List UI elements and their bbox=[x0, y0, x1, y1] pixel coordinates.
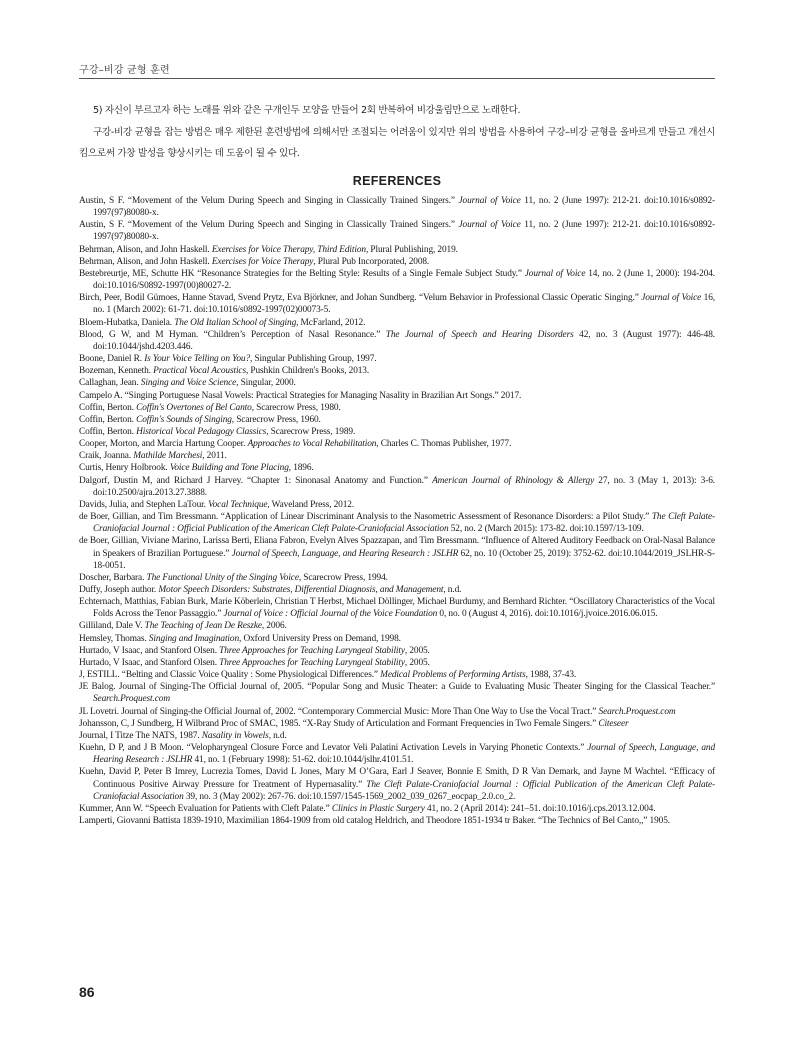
reference-text: JL Lovetri. Journal of Singing-the Official Journal of, 2002. “Contemporary Commercial Music: More Than One Way to Use the Vocal Tract.” bbox=[79, 706, 599, 717]
reference-text: Gilliland, Dale V. bbox=[79, 621, 145, 632]
reference-item bbox=[79, 268, 715, 292]
reference-text: Davids, Julia, and Stephen LaTour. bbox=[79, 499, 209, 510]
reference-text: Birch, Peer, Bodil Gümoes, Hanne Stavad, Svend Prytz, Eva Björkner, and Johan Sundberg. “Velum Behavior in Professional Classic Operatic Singing.” bbox=[79, 293, 642, 304]
reference-text: Doscher, Barbara. bbox=[79, 572, 147, 583]
reference-item bbox=[79, 572, 715, 584]
reference-source-title: Is Your Voice Telling on You? bbox=[144, 354, 251, 365]
reference-source-title: The Cleft Palate-Craniofacial Journal : Official Publication of the American Cleft Palate-Craniofacial Association bbox=[93, 779, 715, 802]
reference-source-title: The Old Italian School of Singing bbox=[174, 317, 297, 328]
reference-source-title: Three Approaches for Teaching Laryngeal Stability bbox=[219, 657, 405, 668]
reference-text: Cooper, Morton, and Marcia Hartung Cooper. bbox=[79, 439, 248, 450]
reference-item bbox=[79, 718, 715, 730]
reference-item bbox=[79, 365, 715, 377]
reference-source-title: Singing and Voice Science bbox=[140, 378, 237, 389]
reference-text: Austin, S F. “Movement of the Velum During Speech and Singing in Classically Trained Singers.” bbox=[79, 220, 459, 231]
running-head: 구강–비강 균형 훈련 bbox=[79, 65, 170, 76]
reference-source-title: Medical Problems of Performing Artists bbox=[380, 670, 526, 681]
reference-item bbox=[79, 390, 715, 402]
reference-item bbox=[79, 730, 715, 742]
reference-text: 27, no. 3 (May 1, 2013): 3-6. doi:10.2500/ajra.2013.27.3888. bbox=[93, 475, 715, 498]
reference-text: Kuehn, David P, Peter B Imrey, Lucrezia Tomes, David L Jones, Mary M O’Gara, Earl J Seaver, Bonnie E Smith, D R Van Demark, and Jayne M Wachtel. “Efficacy of Continuous Positive Airway Pressure for Treatment of Hypernasality.” bbox=[79, 767, 715, 790]
reference-item bbox=[79, 706, 715, 718]
reference-text: 14, no. 2 (June 1, 2000): 194-204. doi:10.1016/S0892-1997(00)80027-2. bbox=[93, 268, 716, 292]
reference-text: Bozeman, Kenneth. bbox=[79, 366, 154, 377]
reference-source-title: Nasality in Vowels bbox=[201, 730, 269, 741]
reference-source-title: Approaches to Vocal Rehabilitation bbox=[247, 439, 377, 450]
reference-source-title: Voice Building and Tone Placing bbox=[169, 463, 289, 474]
reference-text: 16, no. 1 (March 2002): 61-71. doi:10.1016/s0892-1997(02)00073-5. bbox=[93, 293, 715, 316]
reference-item bbox=[79, 329, 715, 353]
reference-text: J, ESTILL. “Belting and Classic Voice Quality : Some Physiological Differences.” bbox=[79, 670, 381, 681]
reference-source-title: Journal of Voice : Official Journal of the Voice Foundation bbox=[223, 609, 438, 620]
reference-text: , 2006. bbox=[261, 621, 287, 632]
reference-item bbox=[79, 669, 715, 681]
reference-source-title: Clinics in Plastic Surgery bbox=[331, 803, 425, 814]
reference-text: , Charles C. Thomas Publisher, 1977. bbox=[376, 439, 512, 450]
reference-text: Coffin, Berton. bbox=[79, 414, 137, 425]
reference-item bbox=[79, 645, 715, 657]
reference-source-title: The Teaching of Jean De Reszke bbox=[144, 621, 262, 632]
reference-text: 41, no. 2 (April 2014): 241–51. doi:10.1016/j.cps.2013.12.004. bbox=[424, 803, 656, 814]
reference-text: Echternach, Matthias, Fabian Burk, Marie Köberlein, Christian T Herbst, Michael Döllinger, Michael Burdumy, and Bernhard Richter. “Oscillatory Characteristics of the Vocal Folds Across the Tenor Passaggio.” bbox=[79, 597, 715, 620]
reference-text: 52, no. 2 (March 2015): 173-82. doi:10.1597/13-109. bbox=[448, 524, 644, 535]
reference-source-title: Mathilde Marchesi bbox=[133, 451, 203, 462]
reference-source-title: Historical Vocal Pedagogy Classics bbox=[136, 426, 267, 437]
reference-source-title: Coffin's Overtones of Bel Canto bbox=[136, 402, 252, 413]
reference-item bbox=[79, 596, 715, 620]
reference-source-title: Search.Proquest.com bbox=[93, 694, 170, 705]
reference-source-title: Singing and Imagination bbox=[148, 633, 240, 644]
reference-text: Bestebreurtje, ME, Schutte HK “Resonance Strategies for the Belting Style: Results of a Single Female Subject Study.” bbox=[79, 268, 525, 279]
reference-source-title: Journal of Voice bbox=[641, 293, 702, 304]
reference-text: , n.d. bbox=[443, 585, 462, 595]
reference-item bbox=[79, 317, 715, 329]
reference-source-title: Journal of Speech, Language, and Hearing Research : JSLHR bbox=[231, 548, 459, 559]
reference-text: de Boer, Gillian, Viviane Marino, Larissa Berti, Eliana Fabron, Evelyn Alves Spazzapan, and Tim Bressmann. “Influence of Altered Auditory Feedback on Oral-Nasal Balance in Speakers of Brazilian Portuguese.” bbox=[79, 536, 715, 559]
reference-text: Hemsley, Thomas. bbox=[79, 633, 149, 644]
body-paragraph: 구강-비강 균형을 잡는 방법은 매우 제한된 훈련방법에 의해서만 조절되는 어려움이 있지만 위의 방법을 사용하여 구강–비강 균형을 올바르게 만들고 개선시킴으로써 가창 발성을 향상시키는 데 도움이 될 수 있다. bbox=[79, 126, 715, 159]
reference-source-title: Motor Speech Disorders: Substrates, Differential Diagnosis, and Management bbox=[158, 585, 444, 595]
reference-item bbox=[79, 426, 715, 438]
reference-source-title: The Functional Unity of the Singing Voice bbox=[146, 572, 299, 583]
reference-text: , Singular, 2000. bbox=[236, 378, 296, 389]
references-list bbox=[79, 195, 715, 827]
reference-text: 0, no. 0 (August 4, 2016). doi:10.1016/j.jvoice.2016.06.015. bbox=[437, 609, 658, 620]
reference-text: , Scarecrow Press, 1980. bbox=[251, 402, 341, 413]
reference-source-title: Three Approaches for Teaching Laryngeal Stability bbox=[219, 645, 405, 656]
reference-item bbox=[79, 438, 715, 450]
reference-text: Johansson, C, J Sundberg, H Wilbrand Proc of SMAC, 1985. “X-Ray Study of Articulation and Formant Frequencies in Two Female Singers.” bbox=[79, 718, 599, 729]
reference-text: , Oxford University Press on Demand, 1998. bbox=[239, 633, 401, 644]
reference-item bbox=[79, 256, 715, 268]
reference-source-title: Exercises for Voice Therapy bbox=[211, 256, 314, 267]
reference-text: , 2005. bbox=[404, 645, 430, 656]
reference-source-title: Journal of Voice bbox=[524, 268, 586, 279]
references-heading: REFERENCES bbox=[352, 174, 442, 188]
reference-item bbox=[79, 195, 715, 219]
body-paragraph: 5) 자신이 부르고자 하는 노래를 위와 같은 구개인두 모양을 만들어 2회 반복하여 비강울림만으로 노래한다. bbox=[93, 105, 521, 116]
reference-text: , Singular Publishing Group, 1997. bbox=[250, 354, 377, 365]
reference-text: 11, no. 2 (June 1997): 212-21. doi:10.1016/s0892-1997(97)80080-x. bbox=[93, 220, 715, 243]
reference-source-title: American Journal of Rhinology & Allergy bbox=[432, 475, 595, 486]
reference-text: Boone, Daniel R. bbox=[79, 354, 145, 365]
reference-source-title: Coffin's Sounds of Singing bbox=[136, 414, 232, 425]
reference-source-title: Search.Proquest.com bbox=[598, 706, 676, 717]
body-text bbox=[79, 100, 715, 165]
reference-text: Craik, Joanna. bbox=[79, 451, 134, 462]
reference-text: Hurtado, V Isaac, and Stanford Olsen. bbox=[79, 645, 220, 656]
reference-item bbox=[79, 535, 715, 571]
reference-item bbox=[79, 803, 715, 815]
reference-text: , 2011. bbox=[202, 451, 227, 462]
reference-item bbox=[79, 633, 715, 645]
reference-text: Dalgorf, Dustin M, and Richard J Harvey. “Chapter 1: Sinonasal Anatomy and Function.” bbox=[79, 475, 433, 486]
reference-source-title: Journal of Voice bbox=[458, 196, 521, 206]
reference-text: Kummer, Ann W. “Speech Evaluation for Patients with Cleft Palate.” bbox=[79, 803, 332, 814]
reference-item bbox=[79, 815, 715, 827]
reference-source-title: Practical Vocal Acoustics bbox=[153, 366, 246, 377]
reference-item bbox=[79, 402, 715, 414]
reference-text: Coffin, Berton. bbox=[79, 402, 137, 413]
reference-item bbox=[79, 450, 715, 462]
reference-text: , Pushkin Children's Books, 2013. bbox=[245, 366, 370, 377]
reference-text: Callaghan, Jean. bbox=[79, 378, 141, 389]
reference-item bbox=[79, 353, 715, 365]
reference-text: , 1988, 37-43. bbox=[525, 670, 577, 681]
reference-text: 42, no. 3 (August 1977): 446-48. doi:10.1044/jshd.4203.446. bbox=[93, 329, 715, 352]
reference-text: , Plural Publishing, 2019. bbox=[365, 244, 458, 255]
reference-text: 39, no. 3 (May 2002): 267-76. doi:10.1597/1545-1569_2002_039_0267_eocpap_2.0.co_2. bbox=[183, 791, 516, 802]
reference-text: , 2005. bbox=[404, 657, 430, 668]
reference-item bbox=[79, 584, 715, 596]
reference-text: Duffy, Joseph author. bbox=[79, 585, 159, 595]
reference-text: , Scarecrow Press, 1960. bbox=[231, 414, 321, 425]
reference-item bbox=[79, 244, 715, 256]
reference-text: JE Balog. Journal of Singing-The Official Journal of, 2005. “Popular Song and Music Theater: a Guide to Evaluating Music Theater Singing for the Classical Teacher.” bbox=[79, 682, 715, 693]
reference-item bbox=[79, 742, 715, 766]
reference-source-title: The Cleft Palate-Craniofacial Journal : Official Publication of the American Cleft Palate-Craniofacial Association bbox=[93, 512, 715, 535]
reference-item bbox=[79, 657, 715, 669]
reference-text: , Scarecrow Press, 1994. bbox=[298, 572, 388, 583]
reference-item bbox=[79, 475, 715, 499]
reference-text: Austin, S F. “Movement of the Velum During Speech and Singing in Classically Trained Singers.” bbox=[79, 196, 459, 206]
reference-item bbox=[79, 620, 715, 632]
reference-text: , Waveland Press, 2012. bbox=[267, 499, 355, 510]
reference-item bbox=[79, 292, 715, 316]
reference-item bbox=[79, 219, 715, 243]
reference-text: , Plural Pub Incorporated, 2008. bbox=[313, 256, 430, 267]
reference-text: de Boer, Gillian, and Tim Bressmann. “Application of Linear Discriminant Analysis to the Nasometric Assessment of Resonance Disorders: a Pilot Study.” bbox=[79, 512, 652, 523]
page-number: 86 bbox=[79, 984, 95, 1000]
reference-source-title: Journal of Voice bbox=[458, 220, 521, 231]
header-rule bbox=[79, 78, 715, 79]
reference-item bbox=[79, 414, 715, 426]
reference-item bbox=[79, 462, 715, 474]
reference-text: Kuehn, D P, and J B Moon. “Velopharyngeal Closure Force and Levator Veli Palatini Activation Levels in Varying Phonetic Contexts.” bbox=[79, 743, 588, 754]
reference-item bbox=[79, 681, 715, 705]
reference-text: Hurtado, V Isaac, and Stanford Olsen. bbox=[79, 657, 220, 668]
reference-text: , n.d. bbox=[268, 730, 287, 741]
reference-source-title: Vocal Technique bbox=[208, 499, 268, 510]
reference-text: 62, no. 10 (October 25, 2019): 3752-62. doi:10.1044/2019_JSLHR-S-18-0051. bbox=[93, 548, 715, 571]
reference-source-title: Journal of Speech, Language, and Hearing Research : JSLHR bbox=[93, 743, 715, 766]
reference-text: Behrman, Alison, and John Haskell. bbox=[79, 256, 212, 267]
reference-text: , 1896. bbox=[288, 463, 314, 474]
reference-item bbox=[79, 766, 715, 802]
reference-source-title: Citeseer bbox=[598, 718, 629, 729]
reference-text: 11, no. 2 (June 1997): 212-21. doi:10.1016/s0892-1997(97)80080-x. bbox=[93, 196, 715, 219]
reference-item bbox=[79, 377, 715, 389]
reference-source-title: The Journal of Speech and Hearing Disorders bbox=[385, 329, 574, 340]
reference-text: Behrman, Alison, and John Haskell. bbox=[79, 244, 212, 255]
reference-text: Bloem-Hubatka, Daniela. bbox=[79, 317, 175, 328]
reference-text: Curtis, Henry Holbrook. bbox=[79, 463, 170, 474]
reference-source-title: Exercises for Voice Therapy, Third Edition bbox=[211, 244, 366, 255]
reference-item bbox=[79, 499, 715, 511]
reference-text: , McFarland, 2012. bbox=[296, 317, 366, 328]
reference-text: Coffin, Berton. bbox=[79, 426, 137, 437]
reference-text: Journal, I Titze The NATS, 1987. bbox=[79, 730, 202, 741]
reference-item bbox=[79, 511, 715, 535]
reference-text: Blood, G W, and M Hyman. “Children’s Perception of Nasal Resonance.” bbox=[79, 329, 386, 340]
reference-text: Campelo A. “Singing Portuguese Nasal Vowels: Practical Strategies for Managing Nasality in Brazilian Art Songs.” 2017. bbox=[79, 390, 522, 401]
reference-text: , Scarecrow Press, 1989. bbox=[266, 426, 356, 437]
reference-text: Lamperti, Giovanni Battista 1839-1910, Maximilian 1864-1909 from old catalog Heldrich, and Theodore 1851-1934 tr Baker. “The Technics of Bel Canto,,” 1905. bbox=[79, 815, 670, 826]
reference-text: 41, no. 1 (February 1998): 51-62. doi:10.1044/jslhr.4101.51. bbox=[192, 755, 414, 766]
